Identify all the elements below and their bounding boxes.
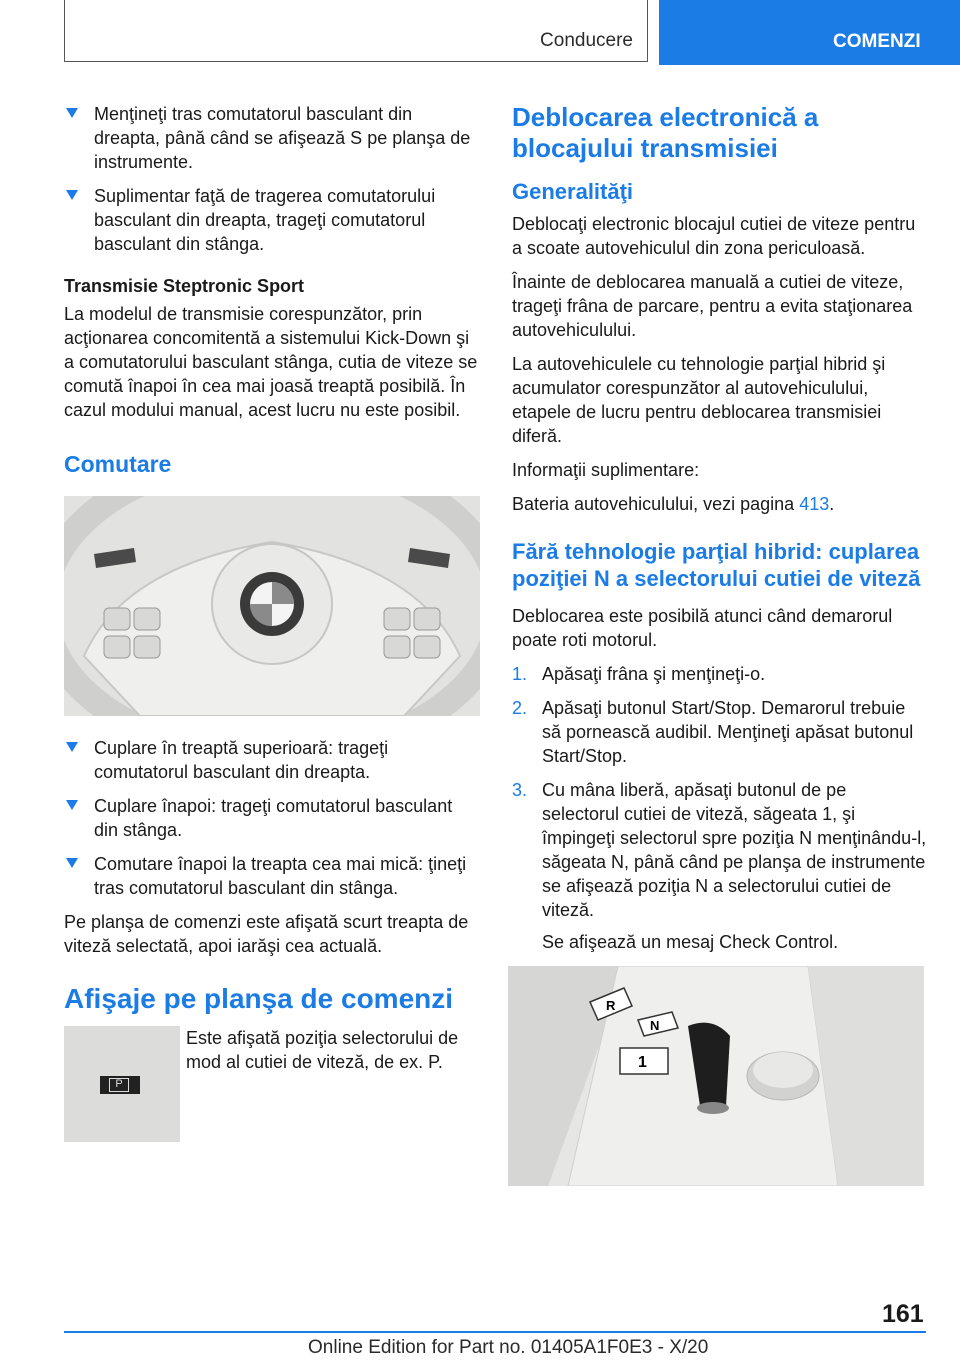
display-heading: Afişaje pe planşa de comenzi — [64, 983, 454, 1014]
page-number: 161 — [882, 1300, 924, 1328]
list-item: 1. Apăsaţi frâna şi menţineţi-o. — [512, 664, 766, 684]
list-item: 2. Apăsaţi butonul Start/Stop. Demarorul trebuie să pornească audibil. Menţineţi apăsat butonul Start/Stop. — [512, 698, 914, 766]
list-item: Cuplare în treaptă superioară: trageţi comutatorul basculant din dreapta. — [64, 736, 478, 784]
step-note: Se afişează un mesaj Check Control. — [542, 932, 839, 952]
list-item: Comutare înapoi la treapta cea mai mică: ţineţi tras comutatorul basculant din stânga. — [64, 852, 478, 900]
gear-selector-figure — [508, 966, 924, 1186]
right-column — [512, 102, 928, 1186]
arrow-label-r: R — [606, 998, 616, 1013]
triangle-bullet-icon — [66, 108, 78, 118]
steering-wheel-illustration — [64, 496, 480, 716]
triangle-bullet-icon — [66, 858, 78, 868]
display-thumbnail — [64, 1026, 180, 1142]
shift-paragraph: Pe planşa de comenzi este afişată scurt treapta de viteză selectată, apoi iarăşi cea actuală. — [64, 912, 469, 956]
display-paragraph: Este afişată poziţia selectorului de mod al cutiei de viteză, de ex. P. — [186, 1028, 459, 1072]
paragraph: Informaţii suplimentare: — [512, 460, 700, 480]
gear-indicator-icon: P — [100, 1076, 140, 1094]
list-item: Suplimentar faţă de tragerea comutatorului basculant din dreapta, trageţi comutatorul basculant din stânga. — [64, 184, 478, 256]
list-item: 3. Cu mâna liberă, apăsaţi butonul de pe selectorul cutiei de viteză, săgeata 1, şi împingeţi selectorul spre poziţia N menţinându-l, săgeata N, până când pe planşa de instrumente se afişează poziţia N a selectorului cutiei de viteză. Se afişează un mesaj Check Control. — [512, 780, 927, 952]
reference-paragraph: Bateria autovehiculului, vezi pagina 413. — [512, 494, 835, 514]
display-row — [64, 1026, 478, 1142]
sport-heading: Transmisie Steptronic Sport — [64, 276, 305, 296]
list-item: Menţineţi tras comutatorul basculant din dreapta, până când se afişează S pe planşa de instrumente. — [64, 102, 478, 174]
paragraph: Înainte de deblocarea manuală a cutiei de viteze, trageţi frâna de parcare, pentru a evita staţionarea autovehiculului. — [512, 272, 913, 340]
list-item: Cuplare înapoi: trageţi comutatorul basculant din stânga. — [64, 794, 478, 842]
steering-wheel-figure — [64, 496, 480, 716]
paragraph: Deblocarea este posibilă atunci când demarorul poate roti motorul. — [512, 606, 893, 650]
triangle-bullet-icon — [66, 742, 78, 752]
paragraph: La autovehiculele cu tehnologie parţial hibrid şi acumulator corespunzător al autovehiculului, etapele de lucru pentru deblocarea transmisiei diferă. — [512, 354, 886, 446]
footer-edition: Online Edition for Part no. 01405A1F0E3 - X/20 — [308, 1337, 709, 1358]
chapter-tab[interactable]: COMENZI — [659, 0, 960, 65]
triangle-bullet-icon — [66, 190, 78, 200]
section-title: Conducere — [540, 30, 633, 51]
hybrid-heading: Fără tehnologie parţial hibrid: cuplarea poziţiei N a selectorului cutiei de viteză — [512, 539, 921, 591]
gear-selector-illustration — [508, 966, 924, 1186]
shift-heading: Comutare — [64, 451, 172, 477]
footer-divider — [64, 1331, 926, 1333]
sport-paragraph: La modelul de transmisie corespunzător, prin acţionarea concomitentă a sistemului Kick-Down şi a comutatorului basculant stânga, cutia de viteze se comută înapoi în cea mai joasă treaptă posibilă. În cazul modului manual, acest lucru nu este posibil. — [64, 304, 478, 420]
arrow-label-1: 1 — [638, 1054, 647, 1071]
triangle-bullet-icon — [66, 800, 78, 810]
header-section-box — [64, 0, 648, 62]
general-heading: Generalităţi — [512, 179, 634, 204]
arrow-label-n: N — [650, 1018, 660, 1033]
unlock-heading: Deblocarea electronică a blocajului transmisiei — [512, 102, 819, 163]
page-link[interactable]: 413 — [799, 494, 830, 514]
paragraph: Deblocaţi electronic blocajul cutiei de viteze pentru a scoate autovehiculul din zona periculoasă. — [512, 214, 916, 258]
left-column — [64, 102, 478, 1142]
